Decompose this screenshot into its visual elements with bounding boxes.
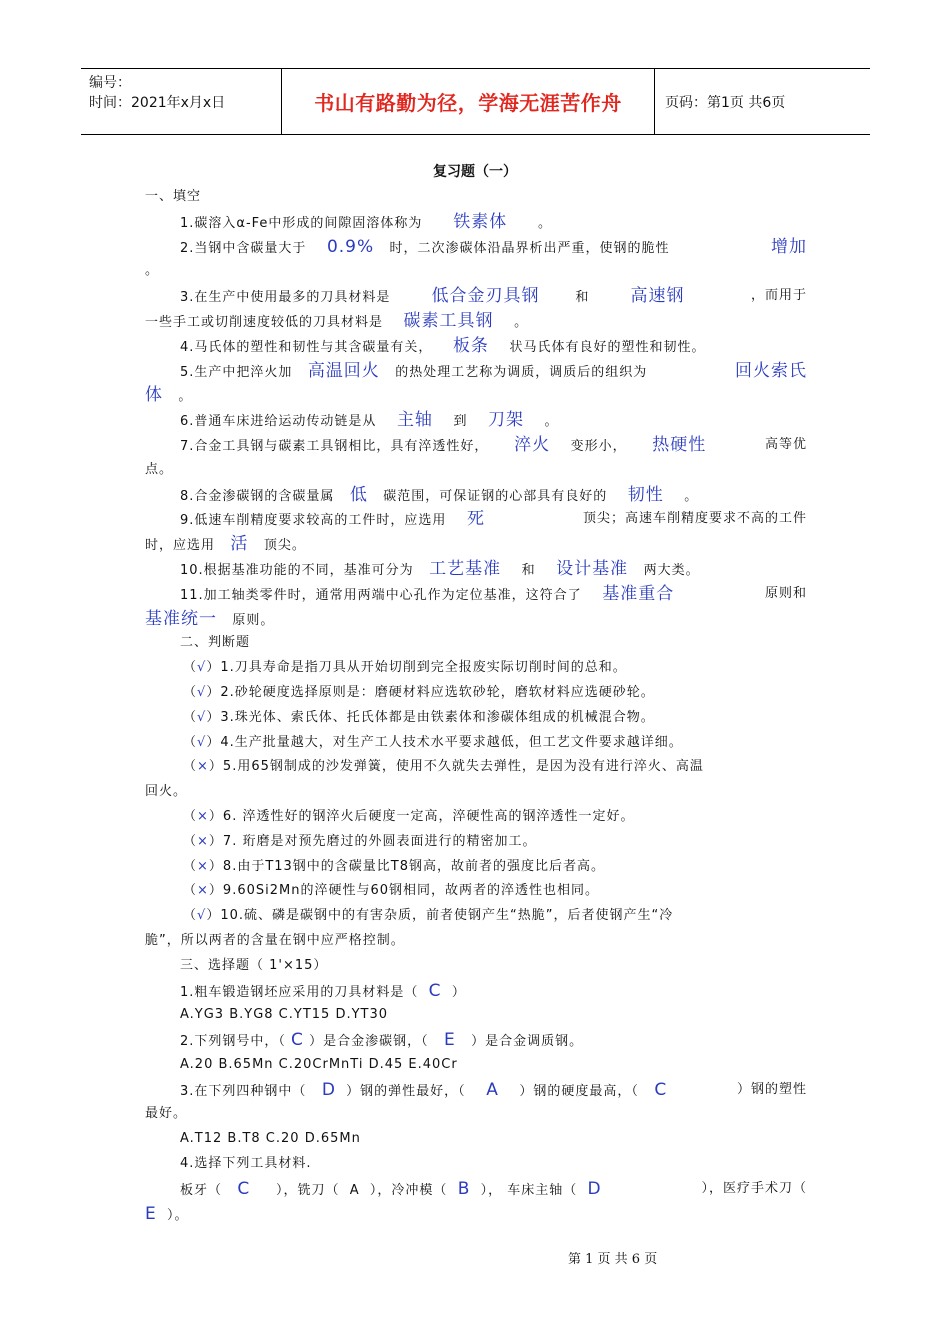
answer: 热硬性 (652, 434, 707, 455)
answer: C (654, 1079, 668, 1100)
header-motto-cell (282, 69, 655, 134)
judge-item-3: （√）3.珠光体、索氏体、托氏体都是由铁素体和渗碳体组成的机械混合物。 (183, 709, 655, 725)
answer: C (428, 980, 442, 1001)
fill-q2-cont: 。 (145, 263, 160, 279)
fill-q9-cont: 时，应选用 活 顶尖。 (145, 534, 306, 555)
fill-q1: 1.碳溶入α-Fe中形成的间隙固溶体称为 铁素体 。 (180, 211, 553, 232)
answer: 高速钢 (630, 286, 685, 307)
fill-q3: 3.在生产中使用最多的刀具材料是 低合金刃具钢 和 高速钢 ，而用于 (180, 286, 807, 307)
judge-item-8: （×）8.由于T13钢中的含碳量比T8钢高，故前者的强度比后者高。 (183, 858, 606, 874)
answer: A (486, 1079, 499, 1100)
judge-item-4: （√）4.生产批量越大，对生产工人技术水平要求越低，但工艺文件要求越详细。 (183, 734, 683, 750)
answer: 低合金刃具钢 (431, 286, 540, 307)
cross-mark: × (197, 858, 209, 874)
page-footer: 第 1 页 共 6 页 (568, 1252, 658, 1267)
answer: 回火索氏 (735, 360, 807, 381)
section-heading-judge: 二、判断题 (180, 635, 251, 651)
choice-q1-options: A.YG3 B.YG8 C.YT15 D.YT30 (180, 1007, 389, 1023)
cross-mark: × (197, 833, 209, 849)
section-heading-choice: 三、选择题（ 1'×15） (180, 957, 328, 973)
check-mark: √ (197, 709, 207, 725)
judge-item-1: （√）1.刀具寿命是指刀具从开始切削到完全报废实际切削时间的总和。 (183, 660, 627, 676)
judge-item-7: （×）7. 珩磨是对预先磨过的外圆表面进行的精密加工。 (183, 833, 537, 849)
choice-q3-options: A.T12 B.T8 C.20 D.65Mn (180, 1131, 361, 1147)
answer: 刀架 (488, 410, 525, 431)
answer: D (321, 1079, 336, 1100)
choice-q4-items: 板牙（ C ），铣刀（ A ），冷冲模（ B ）， 车床主轴（ D ），医疗手术刀（ (180, 1178, 807, 1199)
choice-q3-cont: 最好。 (145, 1106, 188, 1122)
judge-item-6: （×）6. 淬透性好的钢淬火后硬度一定高，淬硬性高的钢淬透性一定好。 (183, 808, 635, 824)
fill-q4: 4.马氏体的塑性和韧性与其含碳量有关， 板条 状马氏体有良好的塑性和韧性。 (180, 335, 706, 356)
answer: E (443, 1030, 456, 1051)
answer: 碳素工具钢 (403, 310, 494, 331)
fill-q8: 8.合金渗碳钢的含碳量属 低 碳范围，可保证钢的心部具有良好的 韧性 。 (180, 484, 699, 505)
fill-q5-cont: 体 。 (145, 385, 193, 406)
check-mark: √ (197, 660, 207, 676)
choice-q3: 3.在下列四种钢中（ D ）钢的弹性最好，（ A ）钢的硬度最高，（ C ）钢的塑性 (180, 1079, 807, 1100)
choice-q2: 2.下列钢号中，（ C ）是合金渗碳钢，（ E ）是合金调质钢。 (180, 1030, 584, 1051)
fill-q11: 11.加工轴类零件时，通常用两端中心孔作为定位基准，这符合了 基准重合 原则和 (180, 583, 807, 604)
answer: A (349, 1182, 360, 1198)
header-table (81, 68, 870, 135)
motto-text: 书山有路勤为径，学海无涯苦作舟 (314, 91, 622, 115)
choice-q4: 4.选择下列工具材料. (180, 1156, 312, 1172)
answer: 死 (466, 509, 485, 530)
answer: 工艺基准 (429, 558, 502, 579)
check-mark: √ (197, 684, 207, 700)
answer: 韧性 (627, 484, 664, 505)
answer: D (587, 1178, 602, 1199)
answer: 高温回火 (307, 360, 380, 381)
document-title: 复习题（一） (433, 164, 517, 180)
fill-q5: 5.生产中把淬火加 高温回火 的热处理工艺称为调质，调质后的组织为 回火索氏 (145, 359, 807, 384)
answer: 铁素体 (453, 211, 508, 232)
choice-q2-options: A.20 B.65Mn C.20CrMnTi D.45 E.40Cr (180, 1056, 458, 1072)
cross-mark: × (197, 808, 209, 824)
judge-item-5-cont: 回火。 (145, 784, 188, 800)
judge-item-5: （×）5.用65钢制成的沙发弹簧，使用不久就失去弹性，是因为没有进行淬火、高温 (183, 759, 704, 775)
answer: 基准重合 (602, 583, 675, 604)
check-mark: √ (197, 734, 207, 750)
judge-item-2: （√）2.砂轮硬度选择原则是：磨硬材料应选软砂轮，磨软材料应选硬砂轮。 (183, 684, 655, 700)
section-heading-fill: 一、填空 (145, 189, 202, 204)
fill-q6: 6.普通车床进给运动传动链是从 主轴 到 刀架 。 (180, 410, 559, 431)
answer: C (237, 1178, 251, 1199)
cross-mark: × (197, 883, 209, 899)
answer: B (457, 1178, 471, 1199)
fill-q7: 7.合金工具钢与碳素工具钢相比，具有淬透性好， 淬火 变形小， 热硬性 高等优 (180, 434, 807, 455)
answer: 淬火 (514, 434, 551, 455)
fill-q3-cont: 一些手工或切削速度较低的刀具材料是 碳素工具钢 。 (145, 310, 529, 331)
choice-q4-cont: E ）。 (145, 1203, 189, 1224)
answer: 增加 (771, 236, 807, 257)
number-label: 编号： (89, 75, 131, 91)
answer: E (145, 1203, 157, 1224)
judge-item-9: （×）9.60Si2Mn的淬硬性与60钢相同，故两者的淬透性也相同。 (183, 883, 599, 899)
fill-q11-cont: 基准统一 原则。 (145, 608, 275, 629)
judge-item-10: （√）10.硫、磷是碳钢中的有害杂质，前者使钢产生“热脆”，后者使钢产生“冷 (183, 908, 674, 924)
fill-q10: 10.根据基准功能的不同，基准可分为 工艺基准 和 设计基准 两大类。 (180, 558, 700, 579)
header-left-cell (81, 69, 282, 134)
answer: 基准统一 (145, 608, 217, 629)
answer: 0.9% (326, 236, 375, 257)
header-page-cell (655, 69, 870, 134)
time-label: 时间：2021年x月x日 (89, 95, 226, 111)
fill-q7-cont: 点。 (145, 461, 174, 477)
answer: 主轴 (396, 410, 433, 431)
answer: 板条 (452, 335, 489, 356)
document-body (145, 185, 807, 1226)
answer: 活 (230, 534, 249, 555)
answer: C (291, 1030, 304, 1051)
judge-item-10-cont: 脆”，所以两者的含量在钢中应严格控制。 (145, 932, 405, 948)
answer: 低 (349, 484, 368, 505)
choice-q1: 1.粗车锻造钢坯应采用的刀具材料是（ C ） (180, 980, 466, 1001)
cross-mark: × (197, 759, 209, 775)
answer: 设计基准 (556, 558, 629, 579)
fill-q2: 2.当钢中含碳量大于 0.9% 时，二次渗碳体沿晶界析出严重，使钢的脆性 增加 (145, 235, 807, 260)
answer: 体 (145, 385, 163, 406)
fill-q9: 9.低速车削精度要求较高的工件时，应选用 死 顶尖；高速车削精度要求不高的工件 (180, 509, 807, 530)
page-info: 页码：第1页 共6页 (665, 94, 786, 111)
check-mark: √ (197, 908, 207, 924)
